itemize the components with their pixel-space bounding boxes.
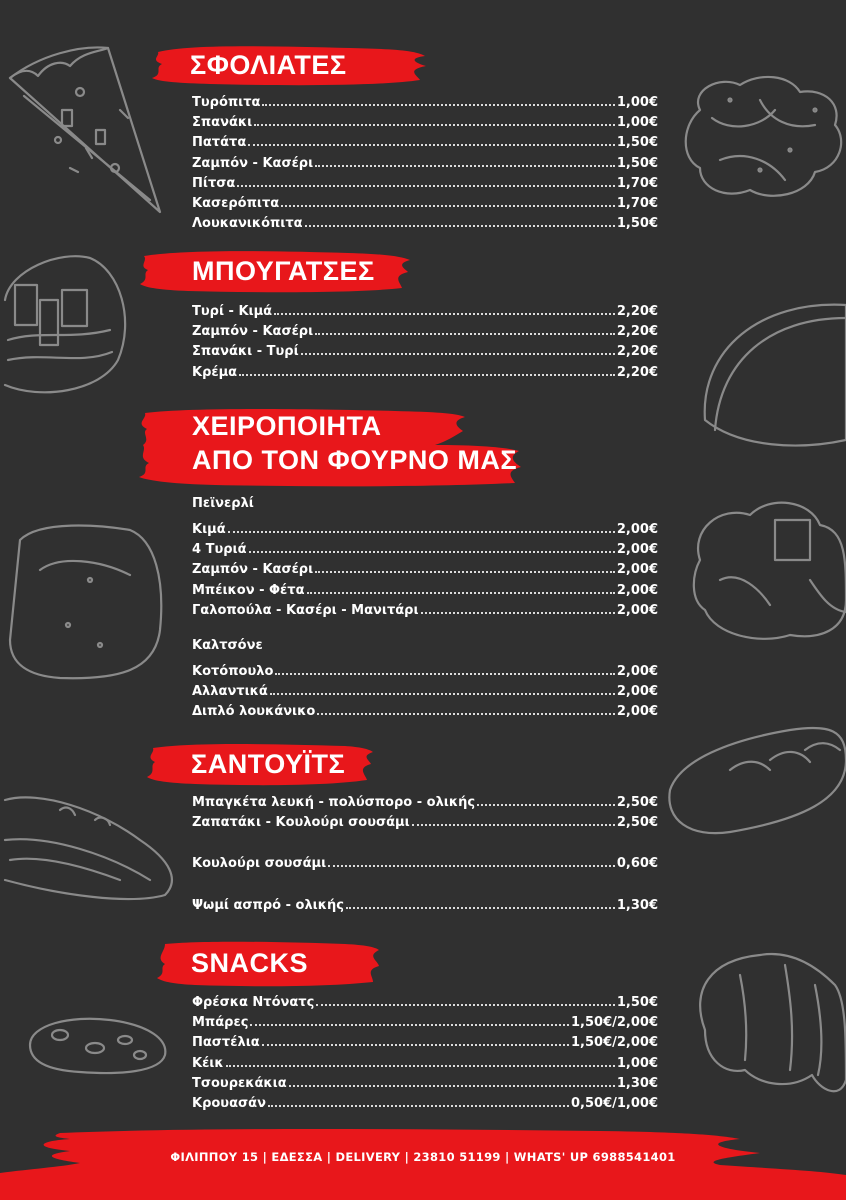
- item-price: 2,20€: [616, 344, 658, 360]
- dot-leader: [328, 854, 615, 867]
- subheading-calzone: Καλτσόνε: [192, 638, 263, 653]
- dot-leader: [289, 1074, 615, 1087]
- item-name: Γαλοπούλα - Κασέρι - Μανιτάρι: [192, 602, 419, 618]
- dot-leader: [421, 601, 615, 614]
- menu-item: [192, 1094, 658, 1114]
- menu-item: [192, 702, 658, 722]
- item-price: 1,70€: [616, 195, 658, 211]
- section-title: ΜΠΟΥΓΑΤΣΕΣ: [192, 256, 375, 286]
- item-name: Σπανάκι - Τυρί: [192, 344, 299, 360]
- dot-leader: [237, 174, 615, 187]
- menu-item: [192, 154, 658, 174]
- item-price: 1,50€: [616, 216, 658, 232]
- section-title: ΣΦΟΛΙΑΤΕΣ: [190, 50, 347, 80]
- bread-loaf-icon: [10, 526, 161, 679]
- item-price: 1,30€: [616, 898, 658, 913]
- menu-item: [192, 302, 658, 322]
- item-name: Μπέικον - Φέτα: [192, 582, 305, 598]
- item-price: 1,50€/2,00€: [571, 1035, 658, 1051]
- dot-leader: [239, 363, 615, 376]
- subheading-peinirli: Πεϊνερλί: [192, 496, 254, 511]
- item-price: 2,00€: [616, 582, 658, 598]
- item-name: Ζαμπόν - Κασέρι: [192, 324, 314, 340]
- section-title-line1: ΧΕΙΡΟΠΟΙΗΤΑ: [192, 411, 382, 441]
- item-price: 2,20€: [616, 324, 658, 340]
- item-price: 0,50€/1,00€: [571, 1095, 658, 1111]
- item-price: 2,00€: [616, 664, 658, 679]
- dot-leader: [477, 793, 615, 806]
- menu-item: [192, 896, 658, 916]
- item-price: 2,50€: [616, 795, 658, 810]
- item-price: 1,00€: [616, 95, 658, 110]
- braided-bread-icon: [686, 77, 841, 196]
- menu-item: [192, 1054, 658, 1074]
- item-name: Κοτόπουλο: [192, 664, 274, 679]
- menu-item: [192, 322, 658, 342]
- menu-list-bougatses: [192, 302, 658, 383]
- item-price: 2,00€: [616, 602, 658, 618]
- item-name: Ζαπατάκι - Κουλούρι σουσάμι: [192, 815, 410, 831]
- item-price: 1,50€/2,00€: [571, 1015, 658, 1031]
- item-price: 2,50€: [616, 815, 658, 831]
- item-name: Κιμά: [192, 522, 226, 537]
- footer-contact-info: ΦΙΛΙΠΠΟΥ 15 | ΕΔΕΣΣΑ | DELIVERY | 23810 51199 | WHATS' UP 6988541401: [170, 1150, 676, 1164]
- dot-leader: [305, 214, 615, 227]
- dot-leader: [262, 93, 614, 106]
- dot-leader: [307, 581, 615, 594]
- menu-item: [192, 113, 658, 133]
- item-name: Ζαμπόν - Κασέρι: [192, 562, 314, 578]
- menu-list-peinirli: [192, 520, 658, 621]
- menu-item: [192, 601, 658, 621]
- menu-item: [192, 793, 658, 813]
- item-name: Μπαγκέτα λευκή - πολύσπορο - ολικής: [192, 795, 476, 810]
- item-price: 2,20€: [616, 364, 658, 380]
- item-name: Τυρόπιτα: [192, 95, 261, 110]
- dot-leader: [248, 133, 615, 146]
- dot-leader: [250, 1013, 569, 1026]
- item-name: Κρουασάν: [192, 1095, 266, 1111]
- dot-leader: [281, 194, 615, 207]
- item-price: 1,00€: [616, 115, 658, 131]
- menu-item: [192, 93, 658, 113]
- dot-leader: [262, 1033, 569, 1046]
- dot-leader: [315, 560, 615, 573]
- menu-item: [192, 214, 658, 234]
- item-price: 2,00€: [616, 562, 658, 578]
- dot-leader: [268, 1094, 569, 1107]
- item-name: Κουλούρι σουσάμι: [192, 856, 327, 871]
- item-price: 2,00€: [616, 542, 658, 558]
- dot-leader: [274, 302, 615, 315]
- item-name: Κρέμα: [192, 364, 238, 380]
- item-name: Φρέσκα Ντόνατς: [192, 995, 315, 1010]
- calzone-icon: [705, 305, 846, 446]
- item-price: 2,20€: [616, 304, 658, 319]
- section-header-sandwiches: [145, 740, 375, 788]
- item-name: 4 Τυριά: [192, 542, 247, 558]
- dot-leader: [275, 662, 614, 675]
- bougatsa-pie-icon: [5, 256, 125, 392]
- menu-list-snacks: [192, 993, 658, 1114]
- menu-item: [192, 1033, 658, 1053]
- menu-item: [192, 581, 658, 601]
- menu-item: [192, 133, 658, 153]
- item-name: Κασερόπιτα: [192, 195, 280, 211]
- item-price: 1,30€: [616, 1075, 658, 1091]
- item-name: Κέικ: [192, 1055, 224, 1071]
- item-name: Τυρί - Κιμά: [192, 304, 273, 319]
- menu-item: [192, 520, 658, 540]
- cookie-icon: [30, 1019, 165, 1073]
- baguette-icon: [669, 728, 846, 833]
- section-title: ΣΑΝΤΟΥΪΤΣ: [191, 749, 346, 779]
- menu-item: [192, 1013, 658, 1033]
- item-price: 1,70€: [616, 175, 658, 191]
- menu-item: [192, 854, 658, 874]
- item-name: Ψωμί ασπρό - ολικής: [192, 898, 344, 913]
- dot-leader: [249, 540, 615, 553]
- menu-item: [192, 194, 658, 214]
- dot-leader: [315, 322, 615, 335]
- dot-leader: [346, 896, 615, 909]
- menu-item: [192, 174, 658, 194]
- item-price: 1,50€: [616, 995, 658, 1010]
- section-header-snacks: [155, 938, 380, 988]
- menu-item: [192, 560, 658, 580]
- item-price: 1,00€: [616, 1055, 658, 1071]
- item-name: Σπανάκι: [192, 115, 253, 131]
- section-header-handmade: [135, 405, 525, 487]
- item-price: 2,00€: [616, 684, 658, 700]
- item-name: Λουκανικόπιτα: [192, 216, 303, 232]
- menu-list-psomi: [192, 896, 658, 916]
- brioche-icon: [694, 503, 846, 639]
- menu-item: [192, 1074, 658, 1094]
- dot-leader: [254, 113, 615, 126]
- dot-leader: [228, 520, 615, 533]
- menu-list-sandwiches: [192, 793, 658, 833]
- item-price: 1,50€: [616, 135, 658, 151]
- dot-leader: [412, 813, 615, 826]
- item-name: Παστέλια: [192, 1035, 260, 1051]
- dot-leader: [315, 154, 615, 167]
- item-name: Ζαμπόν - Κασέρι: [192, 155, 314, 171]
- section-title-line2: ΑΠΟ ΤΟΝ ΦΟΥΡΝΟ ΜΑΣ: [192, 445, 518, 475]
- item-name: Διπλό λουκάνικο: [192, 704, 316, 720]
- dot-leader: [301, 342, 615, 355]
- item-price: 2,00€: [616, 704, 658, 720]
- section-title: SNACKS: [191, 948, 309, 978]
- croissant-icon: [700, 954, 846, 1091]
- menu-item: [192, 363, 658, 383]
- dot-leader: [226, 1054, 615, 1067]
- item-name: Μπάρες: [192, 1015, 249, 1031]
- item-price: 1,50€: [616, 155, 658, 171]
- menu-item: [192, 342, 658, 362]
- menu-list-calzone: [192, 662, 658, 723]
- section-header-sfoliates: [150, 40, 430, 90]
- menu-item: [192, 540, 658, 560]
- menu-item: [192, 682, 658, 702]
- item-name: Πατάτα: [192, 135, 247, 151]
- menu-list-koulouri: [192, 854, 658, 874]
- menu-item: [192, 662, 658, 682]
- menu-item: [192, 813, 658, 833]
- menu-list-sfoliates: [192, 93, 658, 234]
- dot-leader: [316, 993, 615, 1006]
- item-name: Πίτσα: [192, 175, 236, 191]
- item-name: Τσουρεκάκια: [192, 1075, 287, 1091]
- dot-leader: [270, 682, 615, 695]
- item-name: Αλλαντικά: [192, 684, 268, 700]
- sub-sandwich-icon: [5, 797, 172, 899]
- menu-item: [192, 993, 658, 1013]
- section-header-bougatses: [138, 246, 413, 296]
- pizza-slice-icon: [10, 47, 160, 212]
- item-price: 0,60€: [616, 856, 658, 871]
- dot-leader: [317, 702, 615, 715]
- item-price: 2,00€: [616, 522, 658, 537]
